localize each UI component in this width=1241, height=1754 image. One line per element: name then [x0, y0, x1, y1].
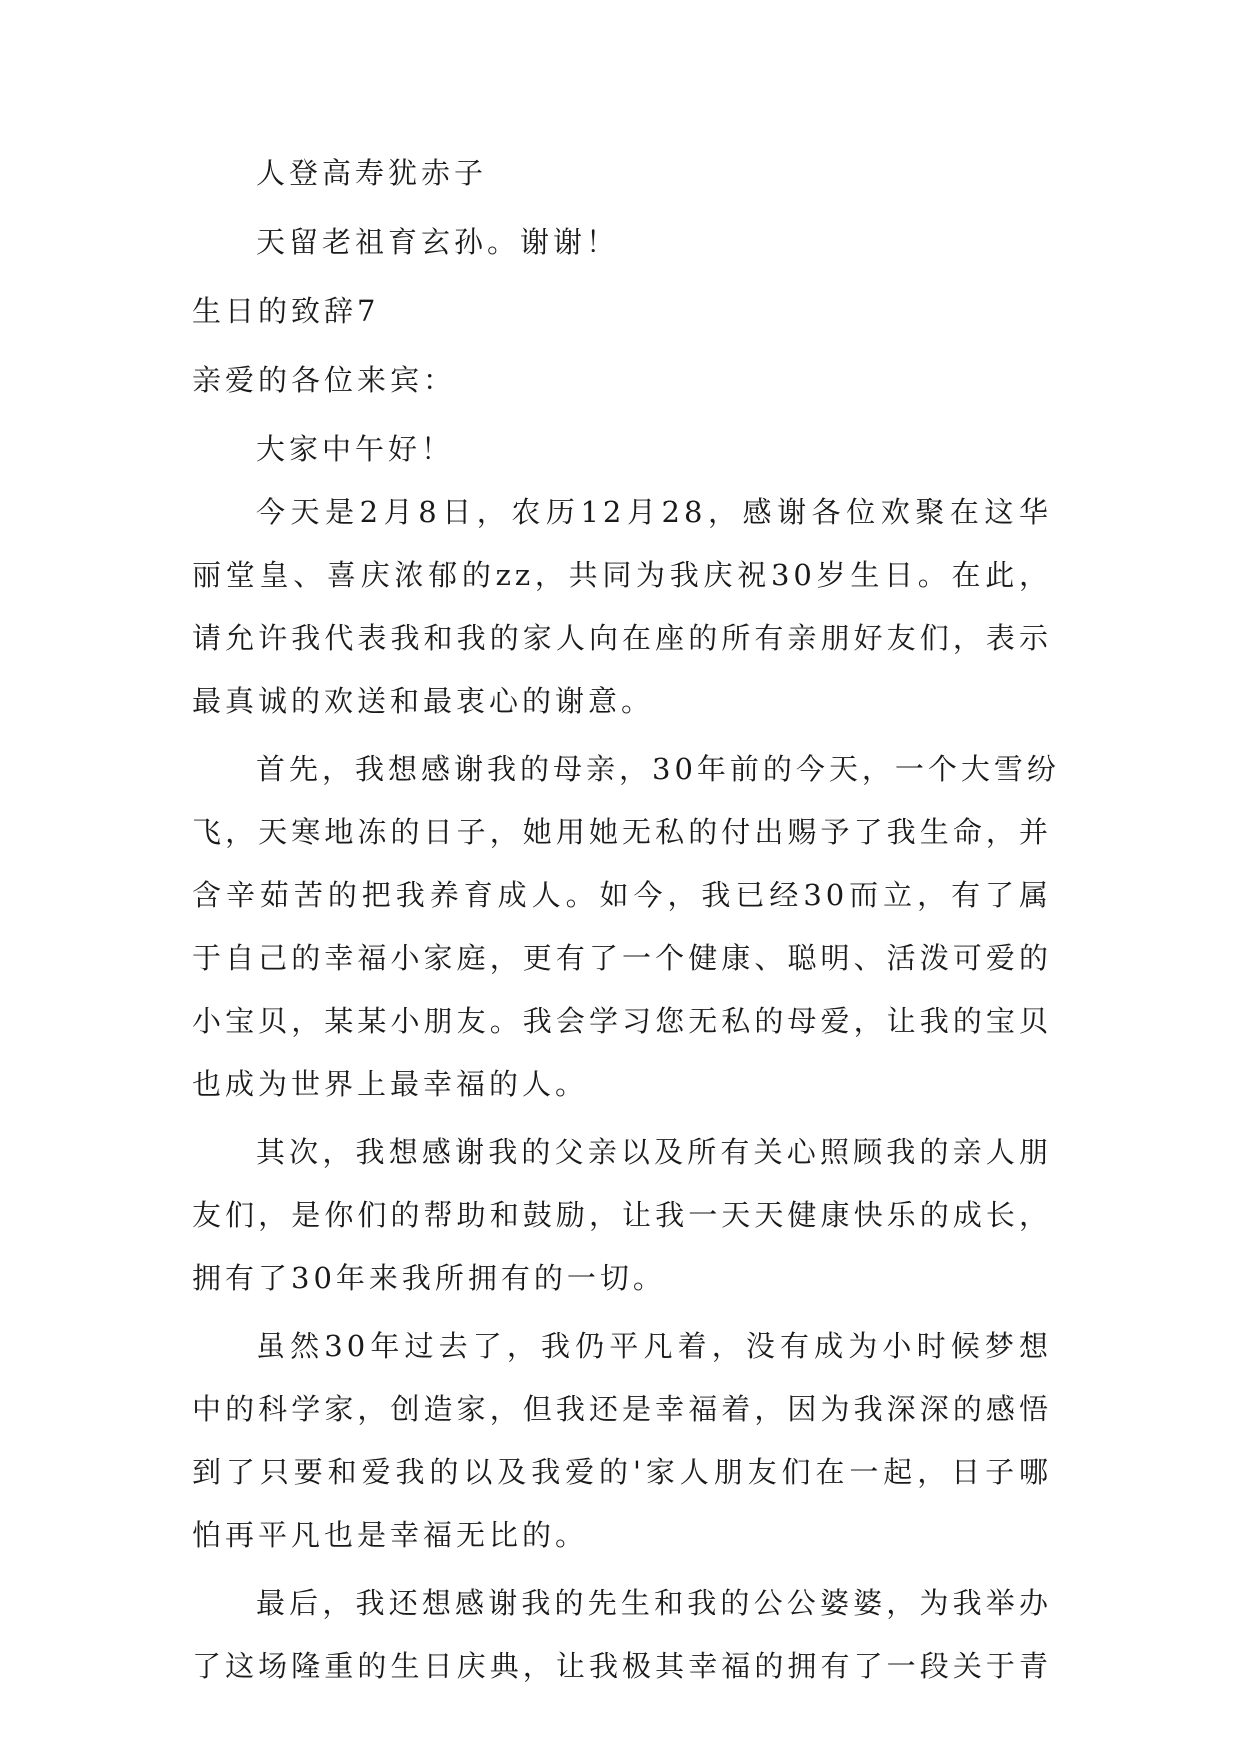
paragraph-line: 丽堂皇、喜庆浓郁的zz，共同为我庆祝30岁生日。在此， — [192, 558, 1052, 592]
verse-line: 天留老祖育玄孙。谢谢！ — [256, 225, 620, 259]
paragraph-line: 今天是2月8日，农历12月28，感谢各位欢聚在这华 — [256, 495, 1052, 529]
paragraph — [192, 1586, 1052, 1683]
paragraph-line: 首先，我想感谢我的母亲，30年前的今天，一个大雪纷 — [256, 752, 1060, 786]
paragraph-line: 飞，天寒地冻的日子，她用她无私的付出赐予了我生命，并 — [192, 815, 1052, 849]
paragraph-line: 最真诚的欢送和最衷心的谢意。 — [192, 684, 655, 718]
section-title: 生日的致辞7 — [192, 294, 380, 328]
paragraph — [192, 752, 1060, 1101]
paragraph — [192, 1329, 1052, 1552]
paragraph-line: 含辛茹苦的把我养育成人。如今，我已经30而立，有了属 — [192, 878, 1052, 912]
paragraph — [192, 1135, 1052, 1295]
salutation: 亲爱的各位来宾： — [192, 363, 457, 397]
paragraph-line: 虽然30年过去了，我仍平凡着，没有成为小时候梦想 — [256, 1329, 1052, 1363]
paragraph-line: 最后，我还想感谢我的先生和我的公公婆婆，为我举办 — [256, 1586, 1052, 1620]
verse-line: 人登高寿犹赤子 — [256, 156, 488, 190]
paragraph — [192, 495, 1052, 718]
paragraph-line: 友们，是你们的帮助和鼓励，让我一天天健康快乐的成长， — [192, 1198, 1052, 1232]
greeting: 大家中午好！ — [256, 432, 455, 466]
paragraph-line: 请允许我代表我和我的家人向在座的所有亲朋好友们，表示 — [192, 621, 1052, 655]
paragraph-line: 小宝贝，某某小朋友。我会学习您无私的母爱，让我的宝贝 — [192, 1004, 1052, 1038]
paragraph-line: 于自己的幸福小家庭，更有了一个健康、聪明、活泼可爱的 — [192, 941, 1052, 975]
paragraph-line: 怕再平凡也是幸福无比的。 — [192, 1518, 589, 1552]
paragraph-line: 其次，我想感谢我的父亲以及所有关心照顾我的亲人朋 — [256, 1135, 1052, 1169]
document-body — [192, 156, 1060, 1683]
paragraph-line: 到了只要和爱我的以及我爱的'家人朋友们在一起，日子哪 — [192, 1455, 1052, 1489]
paragraph-line: 中的科学家，创造家，但我还是幸福着，因为我深深的感悟 — [192, 1392, 1052, 1426]
paragraph-line: 拥有了30年来我所拥有的一切。 — [192, 1261, 666, 1295]
paragraph-line: 也成为世界上最幸福的人。 — [192, 1067, 589, 1101]
paragraph-line: 了这场隆重的生日庆典，让我极其幸福的拥有了一段关于青 — [192, 1649, 1052, 1683]
